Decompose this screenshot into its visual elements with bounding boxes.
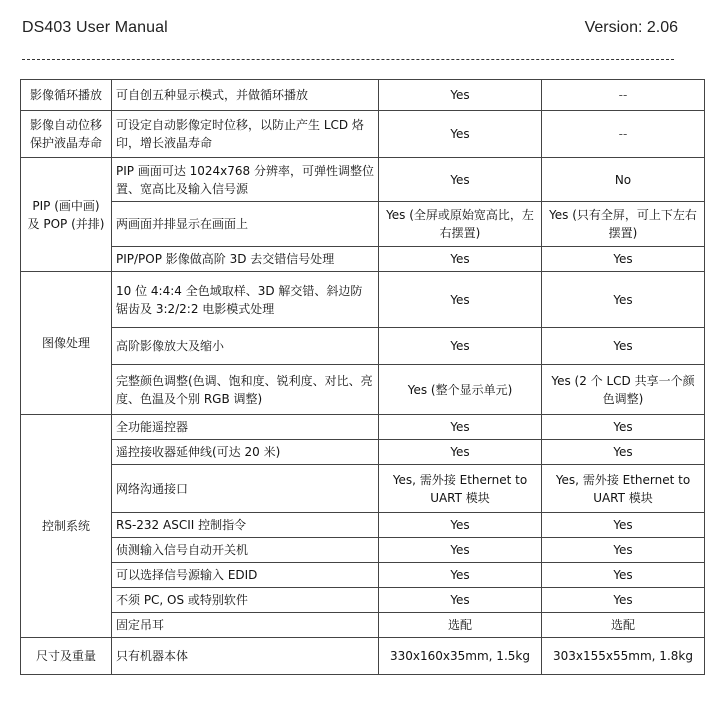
value-cell-col2: Yes — [542, 563, 705, 588]
value-cell-col1: Yes (整个显示单元) — [379, 365, 542, 415]
table-row — [21, 328, 705, 365]
value-cell-col1: Yes — [379, 415, 542, 440]
value-cell-col1: Yes — [379, 158, 542, 202]
feature-cell: 固定吊耳 — [112, 613, 379, 638]
value-cell-col1: Yes — [379, 538, 542, 563]
category-cell: 图像处理 — [21, 272, 112, 415]
table-row — [21, 588, 705, 613]
header-divider — [22, 59, 674, 60]
table-row — [21, 513, 705, 538]
feature-cell: PIP 画面可达 1024x768 分辨率，可弹性调整位置、宽高比及输入信号源 — [112, 158, 379, 202]
value-cell-col1: Yes — [379, 440, 542, 465]
value-cell-col2: Yes — [542, 272, 705, 328]
value-cell-col2: Yes — [542, 247, 705, 272]
category-cell: PIP (画中画) 及 POP (并排) — [21, 158, 112, 272]
value-cell-col1: Yes — [379, 80, 542, 111]
table-row — [21, 638, 705, 675]
document-header — [0, 0, 720, 56]
feature-cell: 网络沟通接口 — [112, 465, 379, 513]
value-cell-col2: -- — [542, 80, 705, 111]
value-cell-col2: Yes — [542, 588, 705, 613]
document-title: DS403 User Manual — [22, 19, 168, 36]
feature-cell: 全功能遥控器 — [112, 415, 379, 440]
value-cell-col2: 选配 — [542, 613, 705, 638]
document-version: Version: 2.06 — [584, 19, 678, 36]
table-row — [21, 440, 705, 465]
value-cell-col2: Yes — [542, 415, 705, 440]
value-cell-col2: Yes — [542, 440, 705, 465]
value-cell-col2: -- — [542, 111, 705, 158]
feature-cell: 高阶影像放大及缩小 — [112, 328, 379, 365]
table-row — [21, 80, 705, 111]
feature-cell: 可设定自动影像定时位移，以防止产生 LCD 烙印，增长液晶寿命 — [112, 111, 379, 158]
value-cell-col1: Yes — [379, 272, 542, 328]
table-row — [21, 465, 705, 513]
category-cell: 影像循环播放 — [21, 80, 112, 111]
value-cell-col1: 选配 — [379, 613, 542, 638]
feature-cell: 10 位 4:4:4 全色域取样、3D 解交错、斜边防锯齿及 3:2/2:2 电影模式处理 — [112, 272, 379, 328]
table-row — [21, 563, 705, 588]
value-cell-col1: Yes — [379, 563, 542, 588]
feature-cell: 遥控接收器延伸线(可达 20 米) — [112, 440, 379, 465]
table-row — [21, 613, 705, 638]
category-cell: 影像自动位移保护液晶寿命 — [21, 111, 112, 158]
value-cell-col1: Yes — [379, 328, 542, 365]
table-row — [21, 111, 705, 158]
spec-comparison-table — [20, 79, 705, 675]
feature-cell: 只有机器本体 — [112, 638, 379, 675]
feature-cell: 完整颜色调整(色调、饱和度、锐利度、对比、亮度、色温及个别 RGB 调整) — [112, 365, 379, 415]
value-cell-col2: Yes — [542, 538, 705, 563]
value-cell-col1: Yes, 需外接 Ethernet to UART 模块 — [379, 465, 542, 513]
feature-cell: 两画面并排显示在画面上 — [112, 202, 379, 247]
value-cell-col1: 330x160x35mm, 1.5kg — [379, 638, 542, 675]
value-cell-col2: Yes, 需外接 Ethernet to UART 模块 — [542, 465, 705, 513]
category-cell: 控制系统 — [21, 415, 112, 638]
value-cell-col1: Yes — [379, 588, 542, 613]
value-cell-col2: Yes (只有全屏，可上下左右摆置) — [542, 202, 705, 247]
table-row — [21, 272, 705, 328]
feature-cell: 可以选择信号源输入 EDID — [112, 563, 379, 588]
value-cell-col2: Yes (2 个 LCD 共享一个颜色调整) — [542, 365, 705, 415]
value-cell-col1: Yes — [379, 111, 542, 158]
value-cell-col1: Yes — [379, 247, 542, 272]
feature-cell: 可自创五种显示模式，并做循环播放 — [112, 80, 379, 111]
value-cell-col2: No — [542, 158, 705, 202]
feature-cell: 侦测输入信号自动开关机 — [112, 538, 379, 563]
table-row — [21, 158, 705, 202]
feature-cell: RS-232 ASCII 控制指令 — [112, 513, 379, 538]
table-row — [21, 247, 705, 272]
value-cell-col2: Yes — [542, 513, 705, 538]
value-cell-col1: Yes — [379, 513, 542, 538]
table-row — [21, 538, 705, 563]
table-row — [21, 365, 705, 415]
table-row — [21, 202, 705, 247]
category-cell: 尺寸及重量 — [21, 638, 112, 675]
table-row — [21, 415, 705, 440]
feature-cell: PIP/POP 影像做高阶 3D 去交错信号处理 — [112, 247, 379, 272]
feature-cell: 不须 PC, OS 或特别软件 — [112, 588, 379, 613]
value-cell-col1: Yes (全屏或原始宽高比，左右摆置) — [379, 202, 542, 247]
value-cell-col2: Yes — [542, 328, 705, 365]
value-cell-col2: 303x155x55mm, 1.8kg — [542, 638, 705, 675]
